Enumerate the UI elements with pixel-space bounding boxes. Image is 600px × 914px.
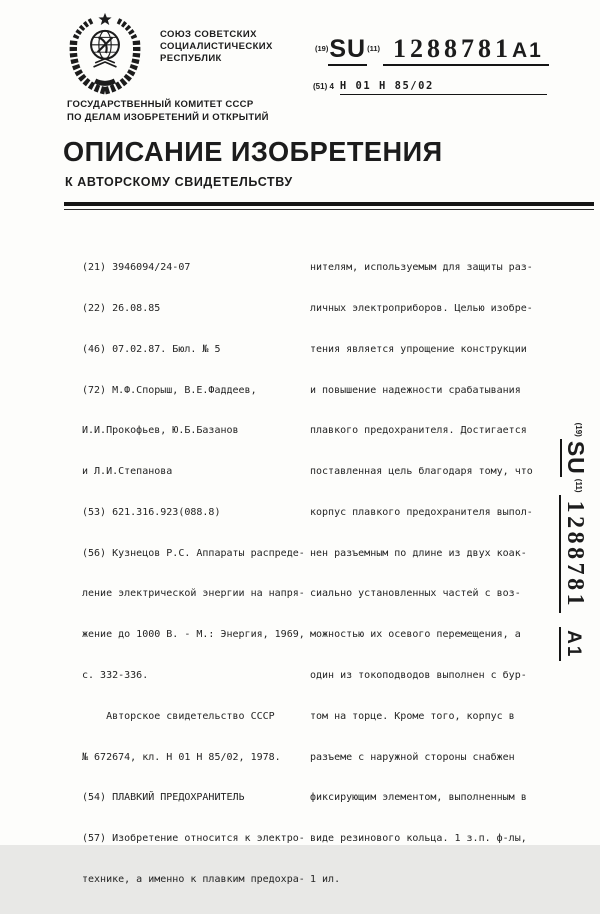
separator-rule-thin	[64, 209, 594, 210]
inid-19-label: (19)	[574, 422, 583, 437]
text-line: можностью их осевого перемещения, а	[310, 629, 521, 641]
text-line: (56) Кузнецов Р.С. Аппараты распреде-	[82, 547, 305, 559]
country-code: SU	[560, 439, 587, 477]
text-line: (57) Изобретение относится к электро-	[82, 833, 305, 845]
text-line: И.И.Прокофьев, Ю.Б.Базанов	[82, 425, 239, 437]
inid-51-label: (51) 4	[313, 82, 334, 91]
abstract-column	[310, 234, 544, 914]
text-line: виде резинового кольца. 1 з.п. ф-лы,	[310, 833, 527, 845]
text-line: личных электроприборов. Целью изобре-	[310, 302, 533, 314]
ipc-classification-line	[313, 80, 547, 95]
state-committee: ГОСУДАРСТВЕННЫЙ КОМИТЕТ СССР ПО ДЕЛАМ ИЗОБРЕТЕНИЙ И ОТКРЫТИЙ	[67, 99, 269, 123]
inid-11-label: (11)	[574, 478, 583, 493]
bibliographic-column	[82, 234, 312, 914]
text-line: (54) ПЛАВКИЙ ПРЕДОХРАНИТЕЛЬ	[82, 792, 245, 804]
union-name: СОЮЗ СОВЕТСКИХ СОЦИАЛИСТИЧЕСКИХ РЕСПУБЛИК	[160, 29, 273, 64]
text-line: с. 332-336.	[82, 670, 149, 681]
publication-number: 1288781	[559, 495, 587, 614]
publication-number-line	[315, 36, 547, 66]
text-line: тения является упрощение конструкции	[310, 343, 527, 355]
country-code: SU	[328, 37, 367, 66]
text-line: том на торце. Кроме того, корпус в	[310, 710, 515, 722]
text-line: (72) М.Ф.Спорыш, В.Е.Фаддеев,	[82, 384, 257, 396]
kind-code: A1	[559, 627, 583, 661]
text-line: корпус плавкого предохранителя выпол-	[310, 506, 533, 518]
inid-19-label: (19)	[315, 44, 329, 53]
text-line: (53) 621.316.923(088.8)	[82, 506, 221, 518]
text-line: (22) 26.08.85	[82, 302, 161, 314]
document-title: ОПИСАНИЕ ИЗОБРЕТЕНИЯ	[63, 136, 443, 167]
text-line: 1 ил.	[310, 873, 341, 885]
text-line: фиксирующим элементом, выполненным в	[310, 792, 527, 804]
star-icon	[98, 13, 111, 25]
text-line: и повышение надежности срабатывания	[310, 384, 521, 396]
text-line: № 672674, кл. H 01 H 85/02, 1978.	[82, 751, 281, 763]
text-line: нителям, используемым для защиты раз-	[310, 262, 533, 274]
text-line: ление электрической энергии на напря-	[82, 588, 305, 600]
document-subtitle: К АВТОРСКОМУ СВИДЕТЕЛЬСТВУ	[65, 175, 293, 189]
ipc-class: H 01 H 85/02	[340, 80, 547, 95]
text-line: (21) 3946094/24-07	[82, 262, 191, 274]
inid-11-label: (11)	[367, 44, 381, 53]
text-line: и Л.И.Степанова	[82, 466, 173, 478]
rotated-publication-number	[543, 417, 587, 667]
text-line: поставленная цель благодаря тому, что	[310, 466, 533, 478]
text-line: плавкого предохранителя. Достигается	[310, 425, 527, 437]
text-line: сиально установленных частей с воз-	[310, 588, 521, 600]
publication-number: 1288781	[393, 34, 513, 63]
text-line: один из токоподводов выполнен с бур-	[310, 670, 527, 681]
text-line: Авторское свидетельство СССР	[82, 710, 275, 722]
text-line: нен разъемным по длине из двух коак-	[310, 547, 527, 559]
text-line: (46) 07.02.87. Бюл. № 5	[82, 343, 221, 355]
separator-rule-thick	[64, 202, 594, 206]
text-line: технике, а именно к плавким предохра-	[82, 873, 305, 885]
ussr-coat-of-arms-icon	[62, 12, 148, 94]
publication-number-group	[383, 36, 549, 66]
text-line: жение до 1000 В. - М.: Энергия, 1969,	[82, 629, 305, 641]
text-line: разъеме с наружной стороны снабжен	[310, 751, 515, 763]
kind-code: A1	[512, 39, 543, 62]
